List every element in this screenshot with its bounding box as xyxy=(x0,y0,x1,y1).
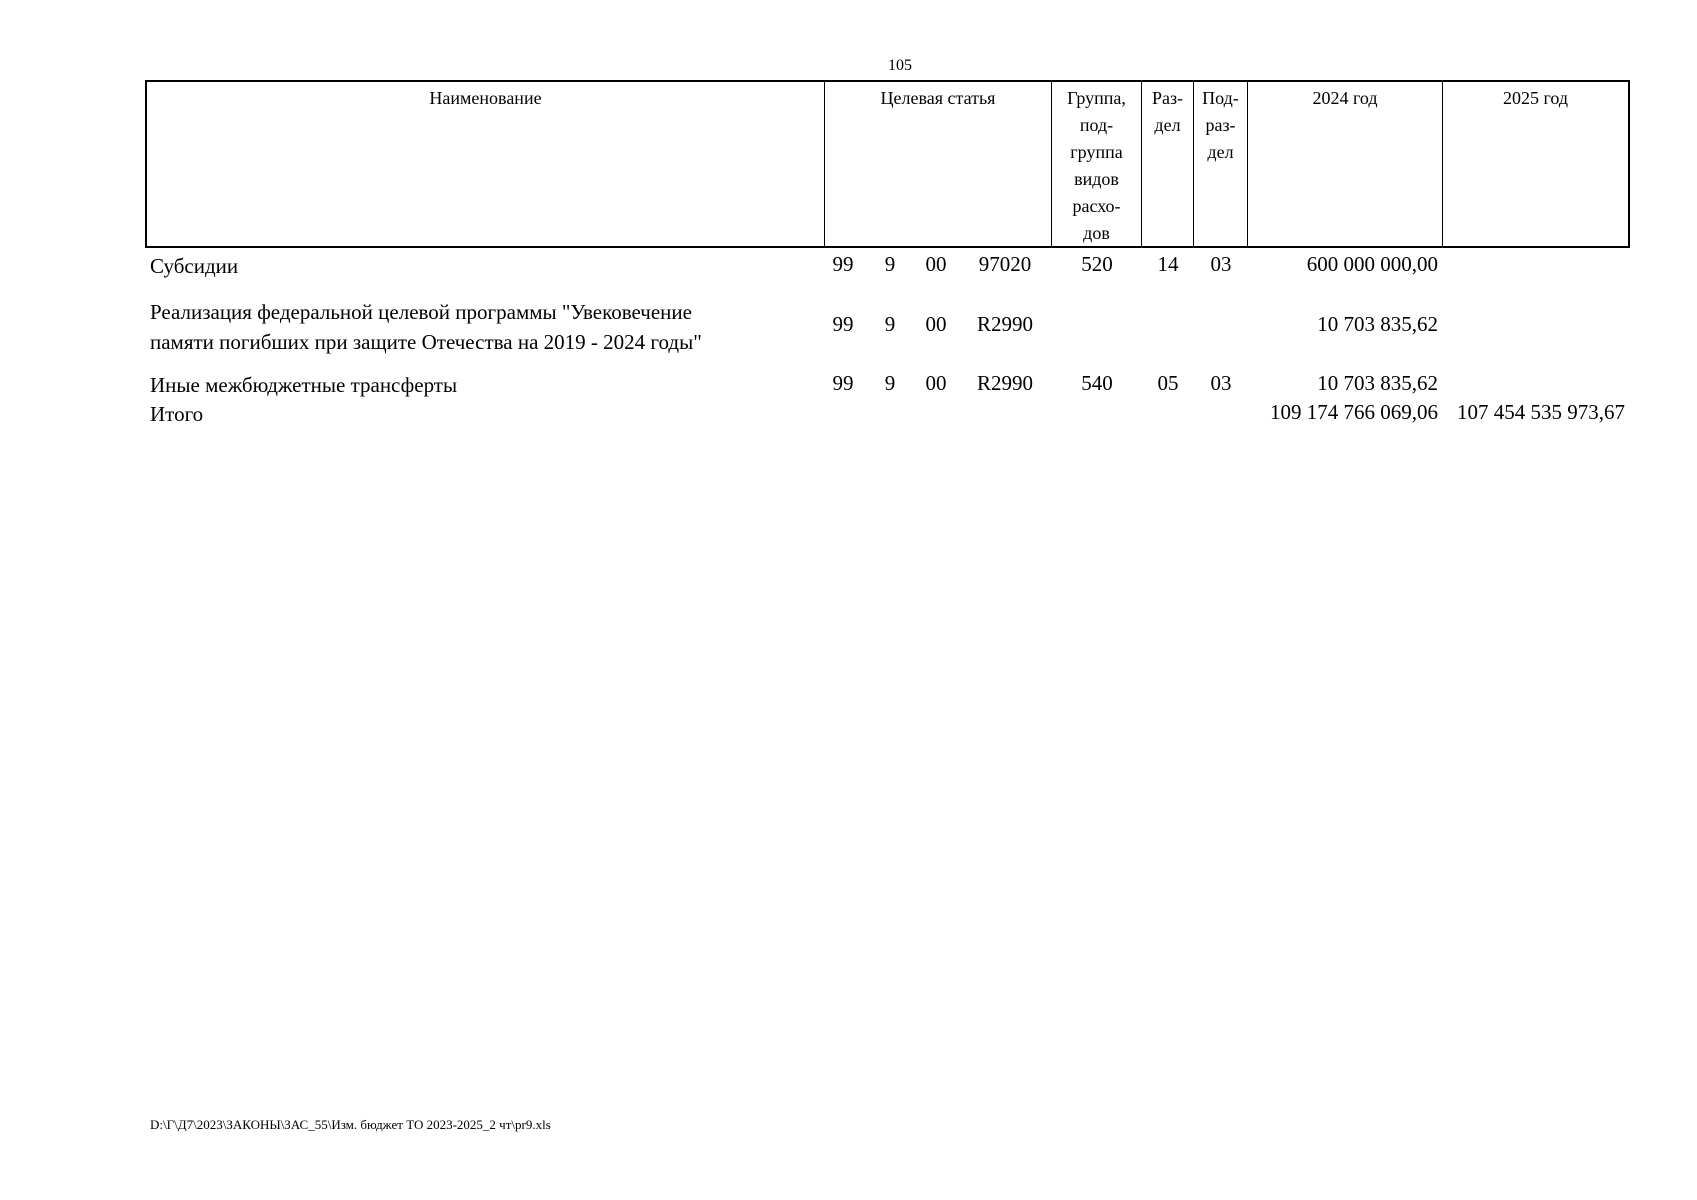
table-header xyxy=(145,80,1630,248)
row-2024: 600 000 000,00 xyxy=(1306,252,1438,276)
row-2024: 10 703 835,62 xyxy=(1317,312,1438,336)
row-2024: 10 703 835,62 xyxy=(1317,371,1438,395)
target-part-3: 00 xyxy=(925,252,947,276)
row-name: Иные межбюджетные трансферты xyxy=(150,373,458,397)
table-row xyxy=(0,371,1697,401)
target-part-4: 97020 xyxy=(978,252,1032,276)
header-name: Наименование xyxy=(147,82,825,246)
target-part-3: 00 xyxy=(925,371,947,395)
header-2025: 2025 год xyxy=(1502,88,1569,108)
row-group: 540 xyxy=(1081,371,1113,395)
target-part-1: 99 xyxy=(832,312,854,336)
header-section: Раз- дел xyxy=(1142,82,1194,246)
target-part-2: 9 xyxy=(884,312,896,336)
target-part-2: 9 xyxy=(884,371,896,395)
target-part-2: 9 xyxy=(884,252,896,276)
total-2025: 107 454 535 973,67 xyxy=(1457,400,1625,424)
table-row xyxy=(0,298,1697,358)
row-section: 14 xyxy=(1157,252,1179,276)
row-name-line-2: памяти погибших при защите Отечества на 2019 - 2024 годы" xyxy=(150,330,702,354)
header-subsection: Под- раз- дел xyxy=(1194,82,1248,246)
file-path-footer: D:\Г\Д7\2023\ЗАКОНЫ\ЗАС_55\Изм. бюджет ТО 2023-2025_2 чт\pr9.xls xyxy=(150,1117,551,1132)
row-subsection: 03 xyxy=(1210,252,1232,276)
target-part-4: R2990 xyxy=(976,371,1033,395)
page-number: 105 xyxy=(888,57,912,74)
row-name: Субсидии xyxy=(150,254,239,278)
table-row xyxy=(0,252,1697,282)
row-section: 05 xyxy=(1157,371,1179,395)
header-2024: 2024 год xyxy=(1248,82,1443,246)
header-target-article: Целевая статья xyxy=(825,82,1052,246)
target-part-4: R2990 xyxy=(976,312,1033,336)
row-name-line-1: Реализация федеральной целевой программы "Увековечение xyxy=(150,300,692,324)
total-2024: 109 174 766 069,06 xyxy=(1270,400,1438,424)
total-label: Итого xyxy=(150,402,204,426)
target-part-1: 99 xyxy=(832,371,854,395)
row-subsection: 03 xyxy=(1210,371,1232,395)
row-group: 520 xyxy=(1081,252,1113,276)
target-part-3: 00 xyxy=(925,312,947,336)
target-part-1: 99 xyxy=(832,252,854,276)
header-group: Группа, под- группа видов расхо- дов xyxy=(1052,82,1142,246)
total-row xyxy=(0,400,1697,430)
